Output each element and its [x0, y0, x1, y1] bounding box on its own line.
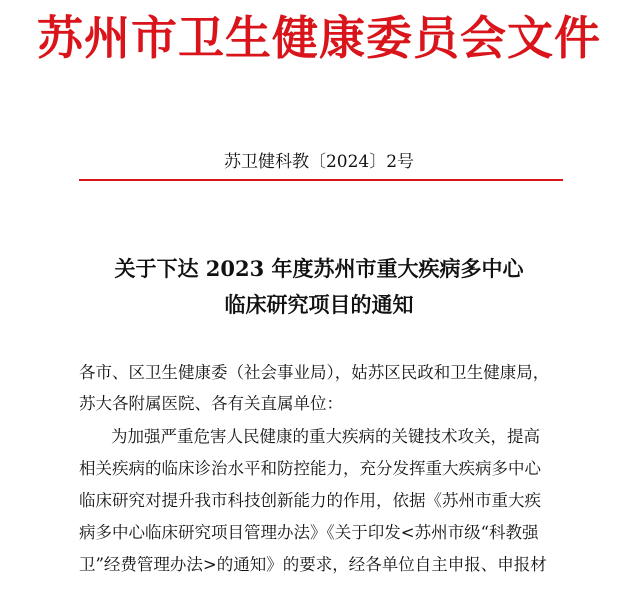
paragraph-line: 病多中心临床研究项目管理办法》《关于印发<苏州市级“科教强 — [79, 523, 539, 542]
paragraph-line: 卫”经费管理办法>的通知》的要求，经各单位自主申报、申报材 — [79, 555, 547, 574]
addressee-line-1: 各市、区卫生健康委（社会事业局），姑苏区民政和卫生健康局， — [79, 363, 550, 382]
notice-title-line-2: 临床研究项目的通知 — [224, 292, 414, 317]
paragraph-line: 临床研究对提升我市科技创新能力的作用，依据《苏州市重大疾 — [79, 491, 541, 510]
paragraph-line: 相关疾病的临床诊治水平和防控能力，充分发挥重大疾病多中心 — [79, 459, 541, 478]
red-divider-line — [79, 179, 563, 181]
paragraph-line: 为加强严重危害人民健康的重大疾病的关键技术攻关，提高 — [111, 427, 540, 446]
addressee-line-2: 苏大各附属医院、各有关直属单位： — [79, 394, 343, 413]
document-number: 苏卫健科教〔2024〕2号 — [223, 152, 415, 172]
agency-masthead: 苏州市卫生健康委员会文件 — [37, 11, 601, 65]
notice-title-line-1: 关于下达 2023 年度苏州市重大疾病多中心 — [114, 256, 524, 281]
